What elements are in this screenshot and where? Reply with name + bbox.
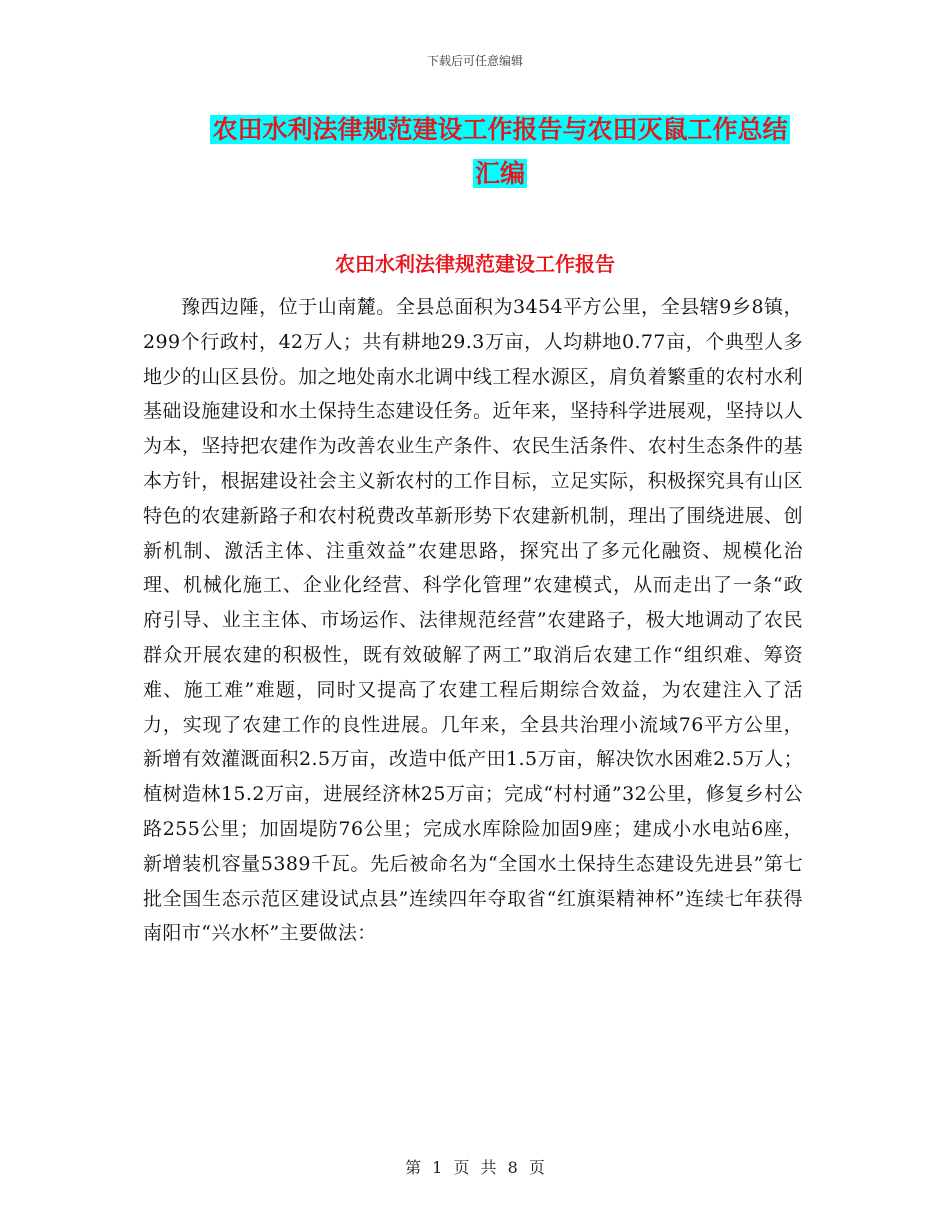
document-title-line-2: 汇编 <box>474 159 525 188</box>
header-note: 下载后可任意编辑 <box>426 54 523 68</box>
body-paragraph: 豫西边陲，位于山南麓。全县总面积为3454平方公里，全县辖9乡8镇，299个行政村，42万人；共有耕地29.3万亩，人均耕地0.77亩，个典型人多地少的山区县份。加之地处南水北调中线工程水源区，肩负着繁重的农村水利基础设施建设和水土保持生态建设任务。近年来，坚持科学进展观，坚持以人为本，坚持把农建作为改善农业生产条件、农民生活条件、农村生态条件的基本方针，根据建设社会主义新农村的工作目标，立足实际，积极探究具有山区特色的农建新路子和农村税费改革新形势下农建新机制，理出了围绕进展、创新机制、激活主体、注重效益”农建思路，探究出了多元化融资、规模化治理、机械化施工、企业化经营、科学化管理”农建模式，从而走出了一条“政府引导、业主主体、市场运作、法律规范经营”农建路子，极大地调动了农民群众开展农建的积极性，既有效破解了两工”取消后农建工作“组织难、筹资难、施工难”难题，同时又提高了农建工程后期综合效益，为农建注入了活力，实现了农建工作的良性进展。几年来，全县共治理小流域76平方公里，新增有效灌溉面积2.5万亩，改造中低产田1.5万亩，解决饮水困难2.5万人；植树造林15.2万亩，进展经济林25万亩；完成“村村通”32公里，修复乡村公路255公里；加固堤防76公里；完成水库除险加固9座；建成小水电站6座，新增装机容量5389千瓦。先后被命名为“全国水土保持生态建设先进县”第七批全国生态示范区建设试点县”连续四年夺取省“红旗渠精神杯”连续七年获得南阳市“兴水杯”主要做法： <box>143 296 803 945</box>
document-title <box>140 108 860 196</box>
section-title: 农田水利法律规范建设工作报告 <box>335 252 615 276</box>
page-number-footer: 第 1 页 共 8 页 <box>405 1158 545 1177</box>
document-title-line-1: 农田水利法律规范建设工作报告与农田灭鼠工作总结 <box>212 115 788 144</box>
